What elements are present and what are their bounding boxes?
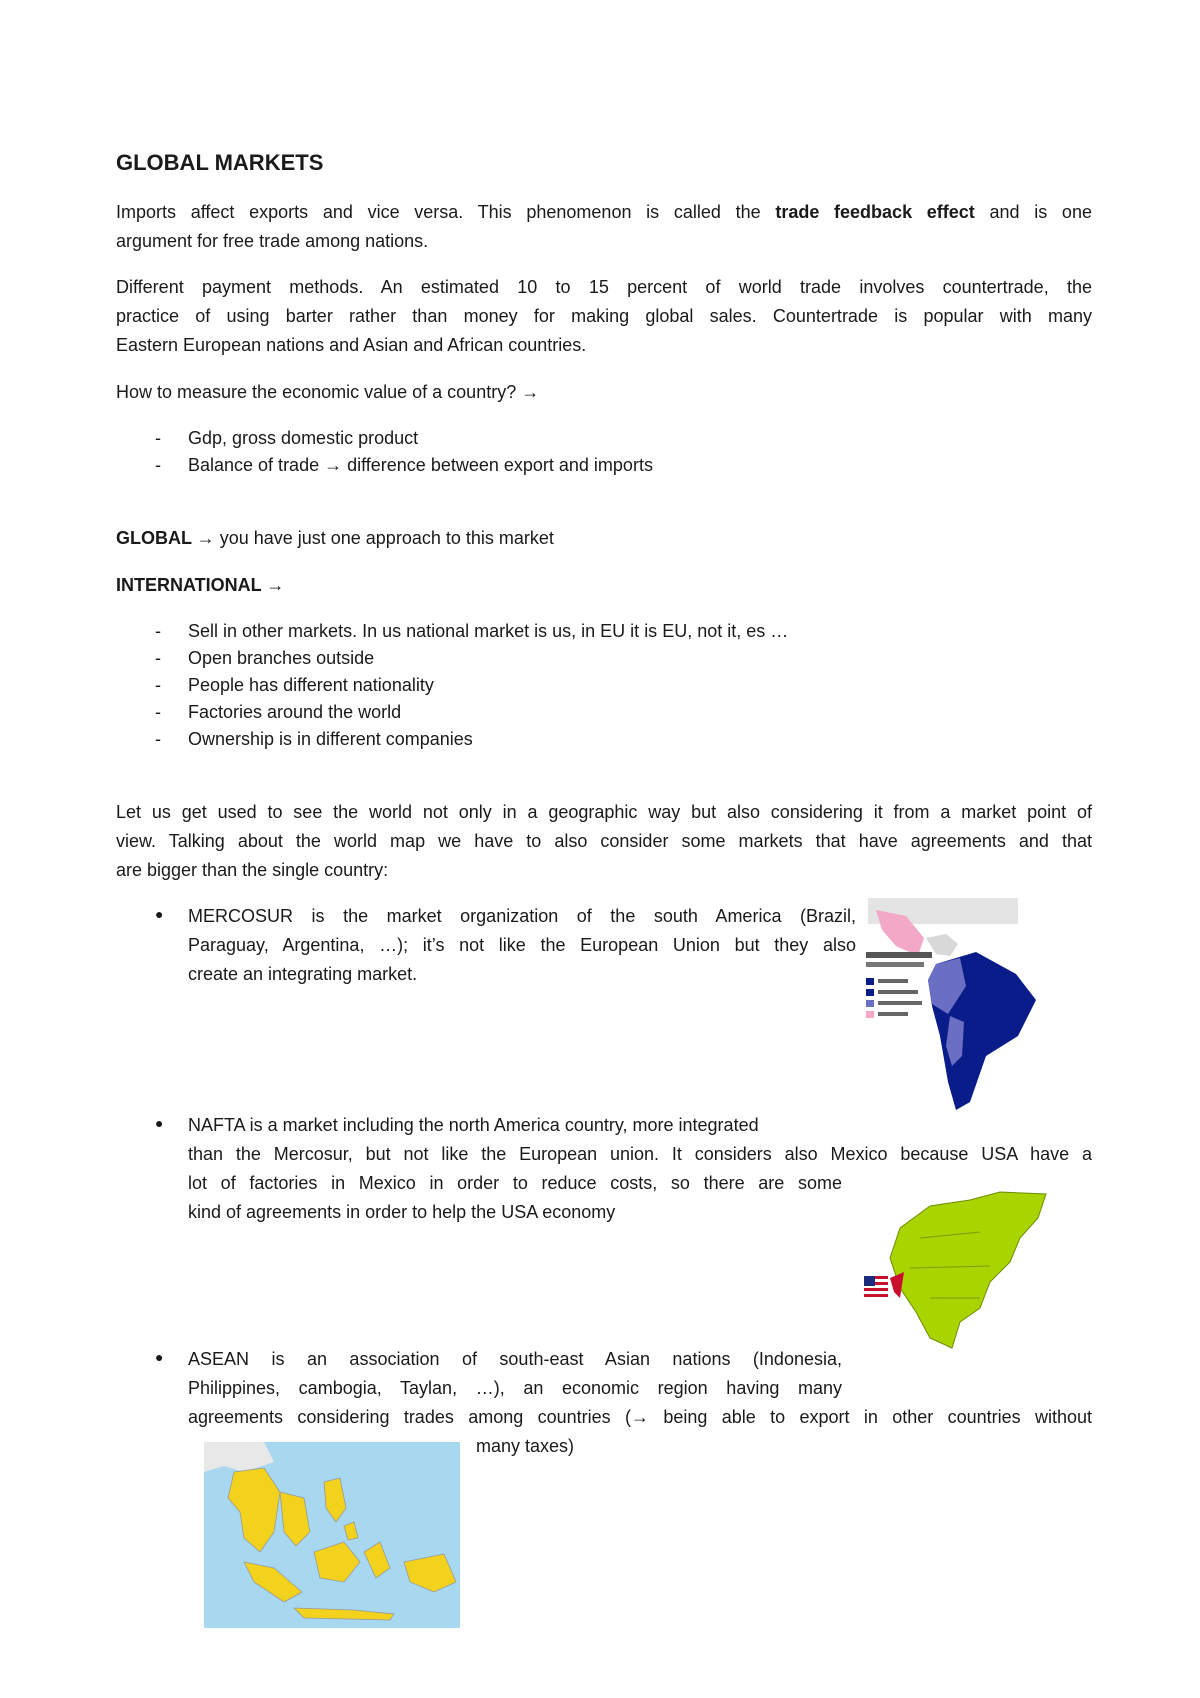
list-dash: - — [155, 455, 161, 475]
paragraph-world-line1: Let us get used to see the world not only in a geographic way but also considering it from a market point of — [116, 802, 1092, 822]
paragraph-measure: How to measure the economic value of a country? → — [116, 382, 540, 402]
international-label: INTERNATIONAL → — [116, 575, 285, 595]
list-item: Factories around the world — [188, 702, 402, 722]
list-dash: - — [155, 648, 161, 668]
paragraph-trade-feedback-line1 — [116, 198, 1092, 227]
list-dash: - — [155, 428, 161, 448]
mercosur-map-image — [866, 896, 1062, 1120]
asean-map-image — [204, 1442, 460, 1628]
list-dash: - — [155, 675, 161, 695]
list-dash: - — [155, 621, 161, 641]
global-label: GLOBAL → — [116, 528, 215, 548]
bullet-icon: ● — [155, 906, 164, 922]
list-item: Balance of trade → difference between export and imports — [188, 455, 653, 475]
mercosur-line3: create an integrating market. — [188, 964, 418, 984]
list-dash: - — [155, 702, 161, 722]
paragraph-world-line3: are bigger than the single country: — [116, 860, 389, 880]
p1-text-post: and is one — [989, 202, 1092, 222]
usa-flag-icon — [864, 1272, 904, 1302]
asean-line2: Philippines, cambogia, Taylan, …), an economic region having many — [188, 1378, 842, 1398]
asean-line1: ASEAN is an association of south-east Asian nations (Indonesia, — [188, 1349, 842, 1369]
paragraph-payment-line2: practice of using barter rather than money for making global sales. Countertrade is popular with many — [116, 306, 1092, 326]
p1-bold-term: trade feedback effect — [775, 202, 975, 222]
list-item: Open branches outside — [188, 648, 375, 668]
global-line — [116, 524, 554, 553]
nafta-line4: kind of agreements in order to help the USA economy — [188, 1202, 616, 1222]
bullet-icon: ● — [155, 1349, 164, 1365]
global-text: you have just one approach to this market — [219, 528, 554, 548]
nafta-line3: lot of factories in Mexico in order to reduce costs, so there are some — [188, 1173, 842, 1193]
nafta-map-image — [860, 1188, 1056, 1356]
international-line — [116, 571, 284, 600]
mercosur-line2: Paraguay, Argentina, …); it’s not like the European Union but they also — [188, 935, 856, 955]
paragraph-trade-feedback-line2: argument for free trade among nations. — [116, 231, 429, 251]
p1-text-pre: Imports affect exports and vice versa. This phenomenon is called the — [116, 202, 761, 222]
page-title: GLOBAL MARKETS — [116, 150, 324, 175]
list-item: Sell in other markets. In us national market is us, in EU it is EU, not it, es … — [188, 621, 789, 641]
nafta-line2: than the Mercosur, but not like the European union. It considers also Mexico because USA have a — [188, 1144, 1092, 1164]
paragraph-payment-line3: Eastern European nations and Asian and African countries. — [116, 335, 587, 355]
list-item: Ownership is in different companies — [188, 729, 473, 749]
paragraph-world-line2: view. Talking about the world map we have to also consider some markets that have agreements and that — [116, 831, 1092, 851]
paragraph-payment-line1: Different payment methods. An estimated 10 to 15 percent of world trade involves countertrade, the — [116, 277, 1092, 297]
mercosur-line1: MERCOSUR is the market organization of the south America (Brazil, — [188, 906, 856, 926]
list-item: People has different nationality — [188, 675, 434, 695]
nafta-line1: NAFTA is a market including the north America country, more integrated — [188, 1115, 759, 1135]
list-dash: - — [155, 729, 161, 749]
asean-line4: many taxes) — [476, 1436, 575, 1456]
asean-line3: agreements considering trades among countries (→ being able to export in other countries without — [188, 1407, 1092, 1427]
list-item: Gdp, gross domestic product — [188, 428, 419, 448]
bullet-icon: ● — [155, 1115, 164, 1131]
